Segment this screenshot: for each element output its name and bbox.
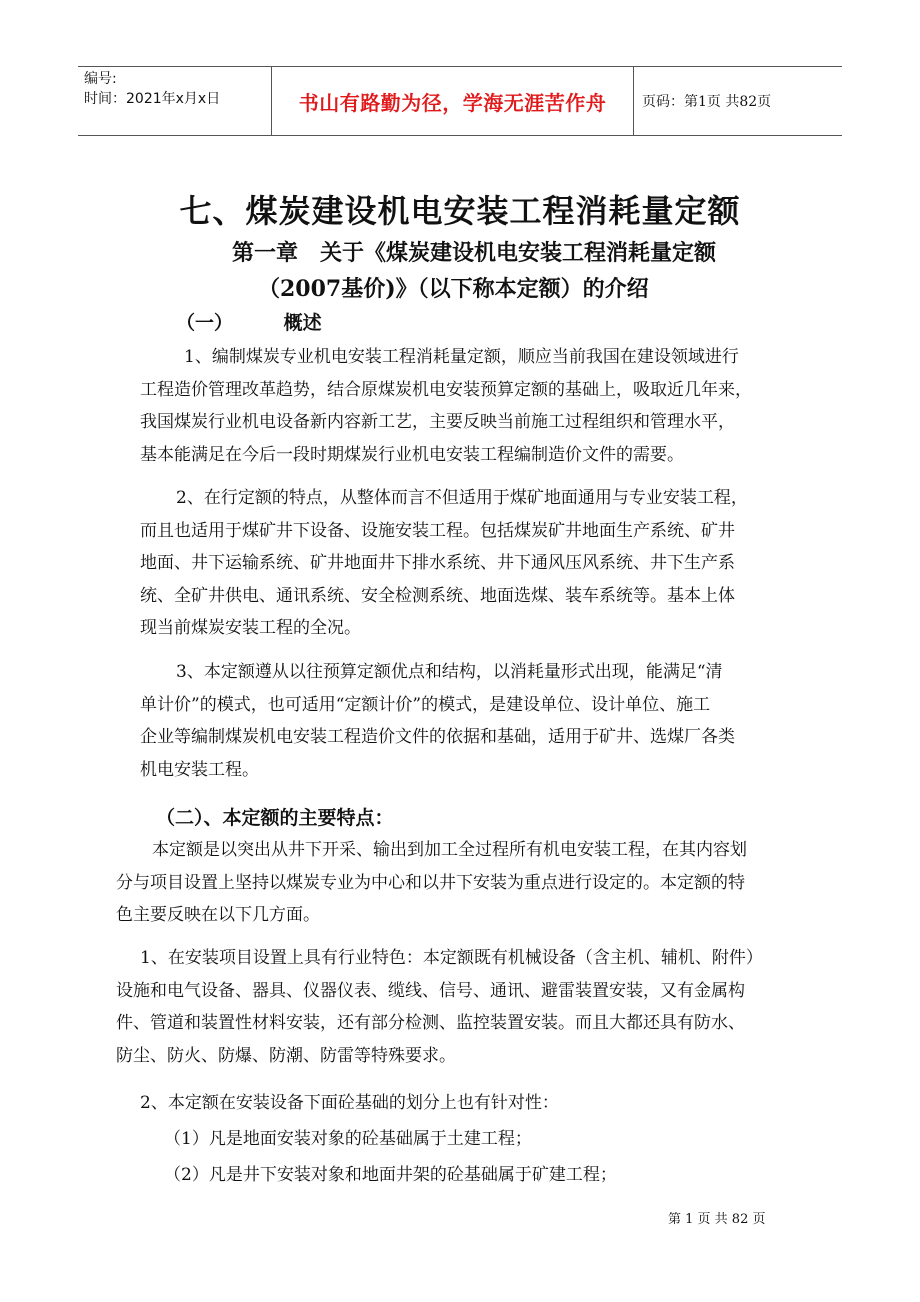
paragraph-line: 企业等编制煤炭机电安装工程造价文件的依据和基础，适用于矿井、选煤厂各类 <box>140 727 735 748</box>
paragraph-line: 1、在安装项目设置上具有行业特色：本定额既有机械设备（含主机、辅机、附件） <box>140 948 763 968</box>
paragraph-line: 统、全矿井供电、通讯系统、安全检测系统、地面选煤、装车系统等。基本上体 <box>140 585 735 606</box>
paragraph-5 <box>116 942 763 1072</box>
paragraph-line: 基本能满足在今后一段时期煤炭行业机电安装工程编制造价文件的需要。 <box>140 444 684 465</box>
paragraph-6: 2、本定额在安装设备下面砼基础的划分上也有针对性： <box>140 1093 559 1113</box>
paragraph-line: 工程造价管理改革趋势，结合原煤炭机电安装预算定额的基础上，吸取近几年来， <box>140 379 752 400</box>
paragraph-line: 地面、井下运输系统、矿井地面井下排水系统、井下通风压风系统、井下生产系 <box>140 553 735 574</box>
page-footer: 第 1 页 共 82 页 <box>668 1212 766 1227</box>
section-title: 概述 <box>283 312 322 334</box>
paragraph-1 <box>140 341 752 471</box>
header-motto-cell <box>272 67 634 135</box>
paragraph-2 <box>140 482 748 645</box>
paragraph-line: 我国煤炭行业机电设备新内容新工艺，主要反映当前施工过程组织和管理水平， <box>140 412 735 433</box>
paragraph-4 <box>116 834 747 932</box>
paragraph-3 <box>140 656 735 786</box>
chapter-heading-line1: 第一章 关于《煤炭建设机电安装工程消耗量定额 <box>232 240 717 266</box>
chapter-heading-line2: （2007基价)》（以下称本定额）的介绍 <box>258 276 649 302</box>
section-heading-overview <box>176 308 322 335</box>
document-number-label: 编号: <box>84 71 117 87</box>
header-motto: 书山有路勤为径，学海无涯苦作舟 <box>298 90 607 115</box>
section-heading-features: （二）、本定额的主要特点： <box>156 807 394 829</box>
header-page-number: 页码：第1页 共82页 <box>642 94 772 110</box>
paragraph-line: 防尘、防火、防爆、防潮、防雷等特殊要求。 <box>116 1045 456 1066</box>
paragraph-line: 色主要反映在以下几方面。 <box>116 905 320 926</box>
section-number: （一） <box>176 312 234 334</box>
paragraph-line: 2、在行定额的特点，从整体而言不但适用于煤矿地面通用与专业安装工程， <box>176 488 748 508</box>
paragraph-line: 件、管道和装置性材料安装，还有部分检测、监控装置安装。而且大都还具有防水、 <box>116 1013 745 1034</box>
page-header <box>78 66 842 136</box>
paragraph-line: 设施和电气设备、器具、仪器仪表、缆线、信号、通讯、避雷装置安装，又有金属构 <box>116 980 745 1001</box>
paragraph-8: （2）凡是井下安装对象和地面井架的砼基础属于矿建工程； <box>164 1165 617 1185</box>
paragraph-line: 分与项目设置上坚持以煤炭专业为中心和以井下安装为重点进行设定的。本定额的特 <box>116 872 745 893</box>
document-title: 七、煤炭建设机电安装工程消耗量定额 <box>179 192 741 230</box>
header-page-cell <box>634 67 842 135</box>
document-date: 时间：2021年x月x日 <box>84 91 221 107</box>
paragraph-line: 单计价”的模式，也可适用“定额计价”的模式，是建设单位、设计单位、施工 <box>140 694 711 715</box>
paragraph-line: 而且也适用于煤矿井下设备、设施安装工程。包括煤炭矿井地面生产系统、矿井 <box>140 520 735 541</box>
paragraph-line: 现当前煤炭安装工程的全况。 <box>140 618 361 639</box>
paragraph-line: 1、编制煤炭专业机电安装工程消耗量定额，顺应当前我国在建设领域进行 <box>184 347 739 367</box>
paragraph-line: 3、本定额遵从以往预算定额优点和结构，以消耗量形式出现，能满足“清 <box>176 662 723 682</box>
header-meta <box>78 67 272 135</box>
paragraph-line: 机电安装工程。 <box>140 759 259 780</box>
paragraph-line: 本定额是以突出从井下开采、输出到加工全过程所有机电安装工程，在其内容划 <box>152 840 747 860</box>
paragraph-7: （1）凡是地面安装对象的砼基础属于土建工程； <box>164 1129 532 1149</box>
